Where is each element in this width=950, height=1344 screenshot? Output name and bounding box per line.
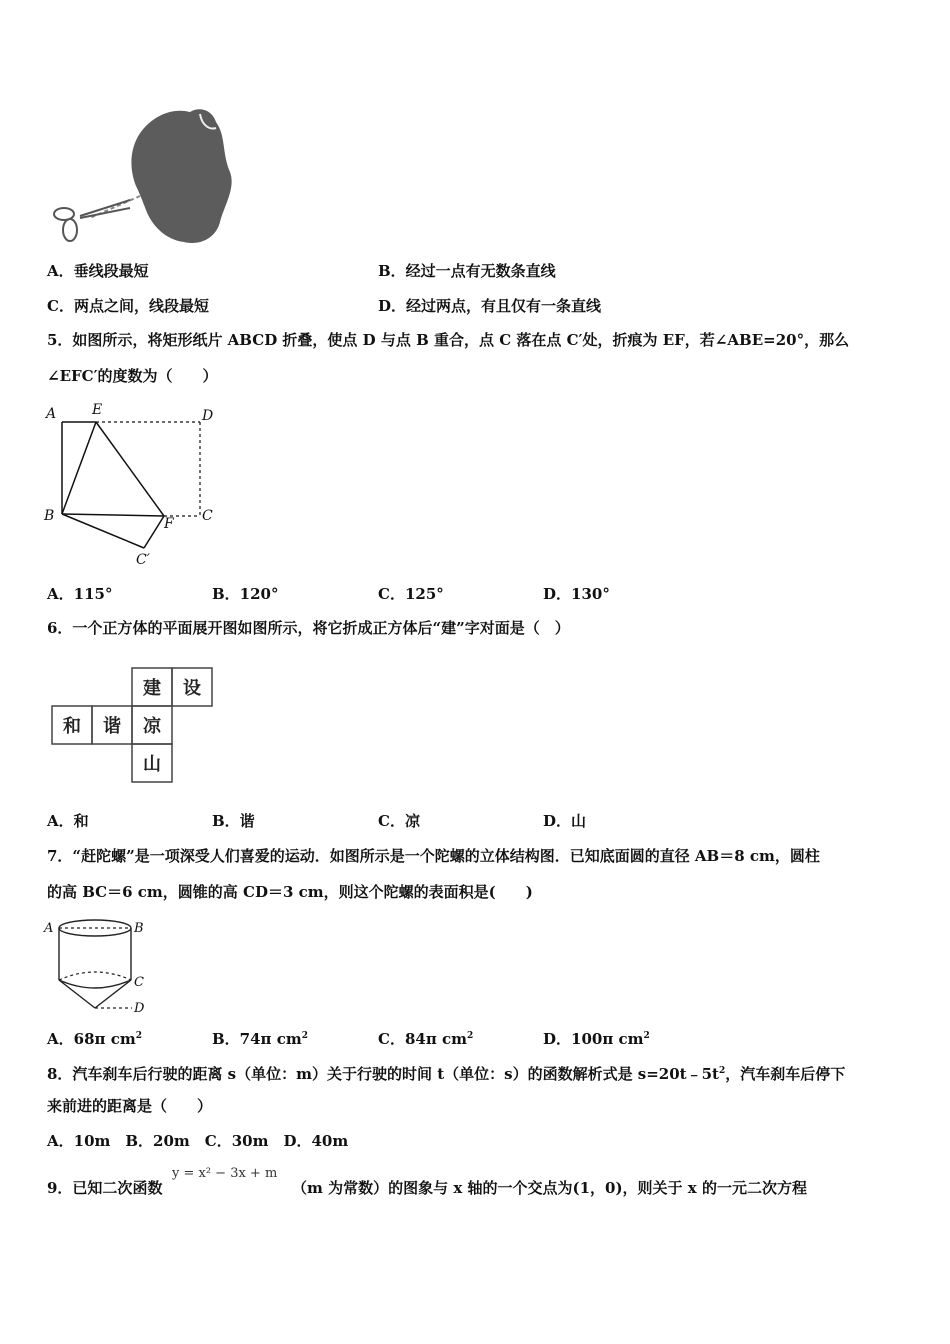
q5-option-c: C．125° — [378, 585, 444, 603]
q7-option-d: D．100π $cm^2$ — [543, 1030, 650, 1048]
label-d: D — [134, 1001, 145, 1016]
label-a: A — [46, 406, 57, 422]
q4-option-a: A．垂线段最短 — [47, 262, 149, 280]
cell-xie: 谐 — [103, 716, 121, 737]
q9-formula: y = x² − 3x + m — [172, 1166, 278, 1181]
q7-option-a: A．68π $cm^2$ — [47, 1030, 142, 1048]
label-b: B — [44, 508, 55, 524]
q9-text-pre: 9．已知二次函数 — [47, 1179, 163, 1197]
label-a: A — [44, 921, 54, 936]
cube-net-diagram — [48, 664, 218, 794]
leaf-shape — [131, 109, 231, 243]
q5-option-b: B．120° — [212, 585, 279, 603]
q6-option-b: B．谐 — [212, 812, 255, 830]
label-d: D — [202, 408, 214, 424]
cell-liang: 凉 — [143, 716, 161, 737]
cell-jian: 建 — [143, 678, 161, 699]
label-c: C — [134, 975, 144, 990]
label-f: F — [164, 516, 174, 532]
q9-text-post: （m 为常数）的图象与 x 轴的一个交点为(1，0)，则关于 x 的一元二次方程 — [292, 1179, 807, 1197]
q6-option-a: A．和 — [47, 812, 89, 830]
q6-option-d: D．山 — [543, 812, 587, 830]
q8-options: A．10m B．20m C．30m D．40m — [47, 1132, 349, 1150]
label-b: B — [134, 921, 144, 936]
q7-option-b: B．74π $cm^2$ — [212, 1030, 309, 1048]
spinning-top-diagram — [40, 914, 160, 1018]
cell-shan: 山 — [143, 754, 161, 775]
folded-rectangle-diagram — [40, 400, 230, 572]
leaf-scissors-figure — [50, 106, 240, 248]
q7-text-line1: 7．“赶陀螺”是一项深受人们喜爱的运动．如图所示是一个陀螺的立体结构图．已知底面圆的直径 AB＝8 cm，圆柱 — [47, 847, 820, 865]
q8-text-line1: 8．汽车刹车后行驶的距离 s（单位：m）关于行驶的时间 t（单位：s）的函数解析式是 $s=20t﹣5t^2$，汽车刹车后停下 — [47, 1065, 846, 1083]
q4-option-c: C．两点之间，线段最短 — [47, 297, 209, 315]
label-c: C — [202, 508, 213, 524]
q5-text-line2: ∠EFC′的度数为（ ） — [47, 367, 218, 385]
cell-he: 和 — [63, 716, 81, 737]
q7-option-c: C．84π $cm^2$ — [378, 1030, 474, 1048]
q5-option-d: D．130° — [543, 585, 610, 603]
q4-option-b: B．经过一点有无数条直线 — [378, 262, 556, 280]
q4-option-d: D．经过两点，有且仅有一条直线 — [378, 297, 602, 315]
label-e: E — [92, 402, 103, 418]
q5-text-line1: 5．如图所示，将矩形纸片 ABCD 折叠，使点 D 与点 B 重合，点 C 落在点 C′处，折痕为 EF，若∠ABE=20°，那么 — [47, 331, 850, 349]
q8-text-line2: 来前进的距离是（ ） — [47, 1097, 213, 1115]
label-c-prime: C′ — [136, 552, 150, 568]
q6-text-line1: 6．一个正方体的平面展开图如图所示，将它折成正方体后“建”字对面是（ ） — [47, 619, 570, 637]
q5-option-a: A．115° — [47, 585, 113, 603]
q6-option-c: C．凉 — [378, 812, 420, 830]
q7-text-line2: 的高 BC＝6 cm，圆锥的高 CD＝3 cm，则这个陀螺的表面积是( ) — [47, 883, 533, 901]
cell-she: 设 — [183, 678, 201, 699]
